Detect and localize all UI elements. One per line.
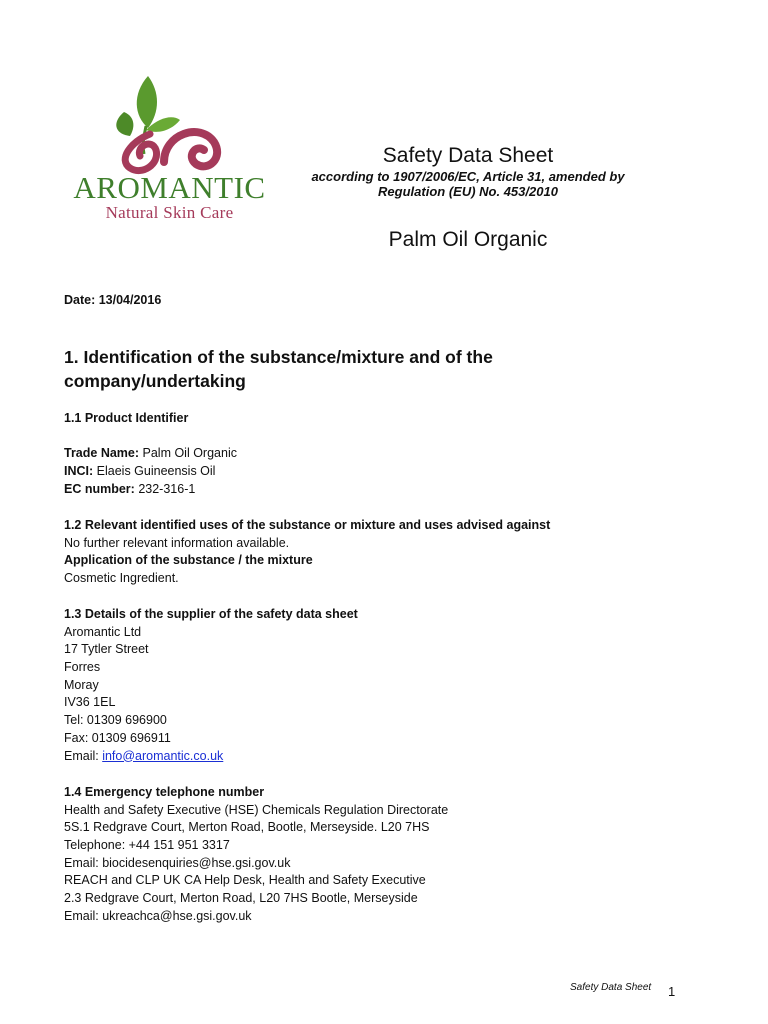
inci-row: INCI: Elaeis Guineensis Oil	[64, 464, 216, 479]
supplier-line: Fax: 01309 696911	[64, 730, 171, 745]
ec-number-row: EC number: 232-316-1	[64, 481, 196, 496]
document-date: Date: 13/04/2016	[64, 293, 162, 307]
emergency-line: Email: biocidesenquiries@hse.gsi.gov.uk	[64, 855, 291, 870]
supplier-line: Moray	[64, 677, 99, 692]
supplier-line: 17 Tytler Street	[64, 642, 149, 657]
emergency-line: REACH and CLP UK CA Help Desk, Health and Safety Executive	[64, 873, 426, 888]
trade-name-row: Trade Name: Palm Oil Organic	[64, 446, 237, 461]
subsection-heading: 1.1 Product Identifier	[64, 411, 189, 425]
emergency-line: 5S.1 Redgrave Court, Merton Road, Bootle, Merseyside. L20 7HS	[64, 820, 430, 835]
supplier-line: Forres	[64, 660, 101, 675]
subsection-heading: 1.3 Details of the supplier of the safety data sheet	[64, 607, 358, 621]
subsection-heading: 1.2 Relevant identified uses of the substance or mixture and uses advised against	[64, 518, 551, 532]
supplier-email-link[interactable]: info@aromantic.co.uk	[102, 748, 224, 763]
product-title: Palm Oil Organic	[388, 228, 548, 251]
brand-tagline: Natural Skin Care	[105, 203, 234, 222]
uses-text: No further relevant information available.	[64, 535, 290, 550]
subsection-1-4	[64, 784, 704, 926]
page-number: 1	[668, 984, 676, 999]
subsection-1-1	[64, 410, 704, 498]
emergency-line: Health and Safety Executive (HSE) Chemicals Regulation Directorate	[64, 802, 449, 817]
subsection-1-2	[64, 517, 704, 588]
supplier-line: Tel: 01309 696900	[64, 713, 167, 728]
application-heading: Application of the substance / the mixture	[64, 553, 313, 568]
document-title: Safety Data Sheet	[382, 144, 554, 167]
footer-label: Safety Data Sheet	[570, 982, 652, 993]
application-text: Cosmetic Ingredient.	[64, 571, 179, 586]
emergency-line: Telephone: +44 151 951 3317	[64, 838, 230, 853]
section-1-heading: 1. Identification of the substance/mixture and of the company/undertaking	[64, 347, 493, 391]
document-subtitle: according to 1907/2006/EC, Article 31, amended by Regulation (EU) No. 453/2010	[311, 169, 625, 199]
emergency-line: Email: ukreachca@hse.gsi.gov.uk	[64, 908, 252, 923]
brand-name: AROMANTIC	[73, 170, 266, 205]
supplier-line: Aromantic Ltd	[64, 624, 142, 639]
subsection-heading: 1.4 Emergency telephone number	[64, 785, 265, 799]
supplier-email-row: Email: info@aromantic.co.uk	[64, 748, 224, 763]
emergency-line: 2.3 Redgrave Court, Merton Road, L20 7HS Bootle, Merseyside	[64, 891, 418, 906]
supplier-line: IV36 1EL	[64, 695, 116, 710]
subsection-1-3	[64, 606, 704, 765]
